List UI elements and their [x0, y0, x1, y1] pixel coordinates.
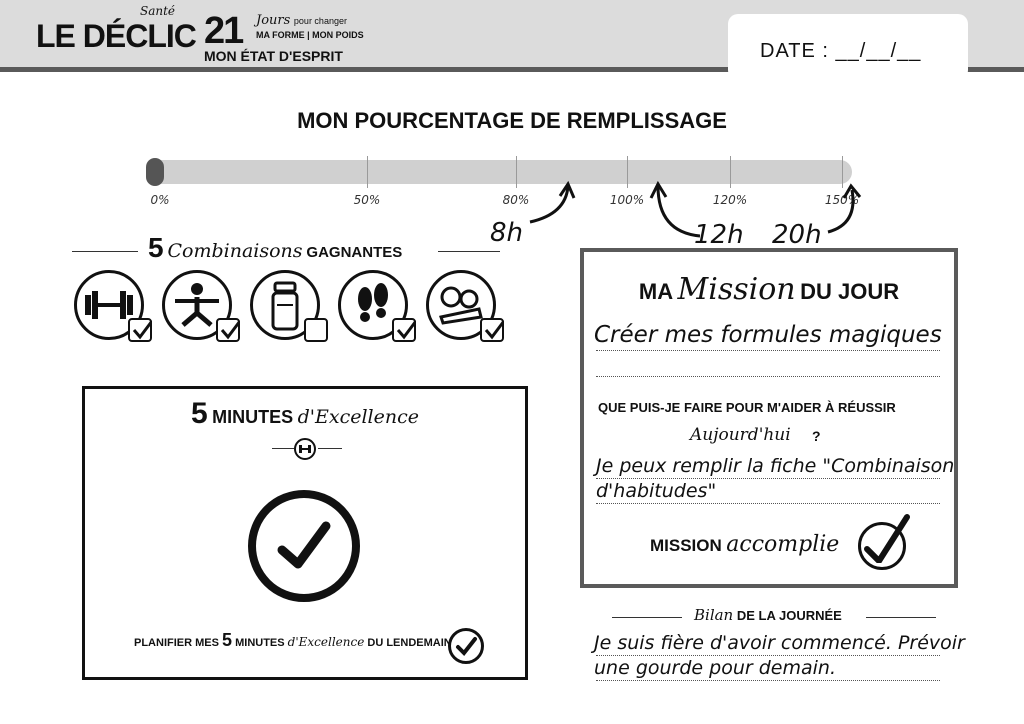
bilan-script: Bilan	[694, 606, 734, 624]
check-box[interactable]	[480, 318, 504, 342]
date-field[interactable]: DATE : __/__/__	[760, 40, 922, 62]
mission-title-prefix: MA	[638, 279, 674, 304]
excellence-done-check[interactable]	[248, 490, 360, 602]
minutes-script: d'Excellence	[297, 406, 419, 428]
bilan-title	[694, 606, 842, 624]
minutes-title	[82, 397, 528, 431]
help-question-script: Aujourd'hui	[690, 425, 791, 445]
writing-line	[596, 478, 940, 479]
plan-number: 5	[222, 630, 233, 650]
writing-line	[596, 350, 940, 351]
divider	[272, 448, 294, 449]
mission-title	[580, 272, 958, 307]
writing-line	[596, 503, 940, 504]
days-script: Jours	[256, 13, 291, 28]
divider	[438, 251, 500, 252]
tick-label: 0%	[150, 193, 170, 207]
check-box[interactable]	[216, 318, 240, 342]
divider	[318, 448, 342, 449]
brand-subtitle: Santé	[140, 4, 176, 18]
dumbbell-icon	[294, 438, 316, 460]
mission-done-check[interactable]	[858, 522, 906, 570]
days-small: pour changer	[293, 16, 347, 26]
days-subtitle: MA FORME | MON POIDS	[256, 30, 364, 40]
mission-title-script: Mission	[677, 272, 796, 307]
hour-label: 20h	[772, 220, 822, 250]
hour-label: 8h	[490, 218, 524, 248]
combinaisons-script: Combinaisons	[167, 240, 303, 262]
accomplished-script: accomplie	[726, 532, 840, 557]
tick-label: 50%	[353, 193, 381, 207]
help-question-mark: ?	[812, 428, 821, 444]
plan-bold: MINUTES	[235, 637, 285, 649]
hour-label: 12h	[694, 220, 744, 250]
writing-line	[596, 680, 940, 681]
plan-script: d'Excellence	[287, 635, 365, 649]
minutes-bold: MINUTES	[212, 407, 294, 427]
plan-done-check[interactable]	[448, 628, 484, 664]
check-box[interactable]	[304, 318, 328, 342]
accomplished-bold: MISSION	[650, 536, 722, 555]
bilan-line[interactable]: Je suis fière d'avoir commencé. Prévoir	[594, 632, 965, 654]
check-box[interactable]	[128, 318, 152, 342]
writing-line	[596, 376, 940, 377]
divider	[72, 251, 138, 252]
mission-accomplished	[650, 532, 839, 557]
writing-line	[596, 655, 940, 656]
days-number: 21	[204, 10, 243, 52]
divider	[612, 617, 682, 618]
help-answer-line[interactable]: Je peux remplir la fiche "Combinaison	[596, 455, 955, 477]
help-question: QUE PUIS-JE FAIRE POUR M'AIDER À RÉUSSIR	[598, 400, 896, 415]
minutes-number: 5	[191, 397, 208, 430]
tick-label: 80%	[502, 193, 530, 207]
mission-title-suffix: DU JOUR	[800, 279, 900, 304]
days-mindset: MON ÉTAT D'ESPRIT	[204, 48, 343, 64]
divider	[866, 617, 936, 618]
progress-title: MON POURCENTAGE DE REMPLISSAGE	[297, 108, 727, 133]
tick-label: 100%	[609, 193, 645, 207]
plan-suffix: DU LENDEMAIN	[367, 637, 452, 649]
combinaisons-number: 5	[148, 232, 164, 263]
combinaisons-title	[148, 232, 402, 264]
plan-next-day	[134, 630, 452, 651]
bilan-bold: DE LA JOURNÉE	[736, 608, 842, 623]
tick-label: 120%	[712, 193, 748, 207]
brand-logo: LE DÉCLIC	[36, 18, 196, 54]
plan-prefix: PLANIFIER MES	[134, 637, 219, 649]
bilan-line[interactable]: une gourde pour demain.	[594, 657, 836, 679]
tick-label: 150%	[824, 193, 860, 207]
mission-entry[interactable]: Créer mes formules magiques	[594, 322, 942, 348]
help-answer-line[interactable]: d'habitudes"	[596, 480, 717, 502]
combinaisons-bold: GAGNANTES	[306, 244, 403, 261]
check-box[interactable]	[392, 318, 416, 342]
